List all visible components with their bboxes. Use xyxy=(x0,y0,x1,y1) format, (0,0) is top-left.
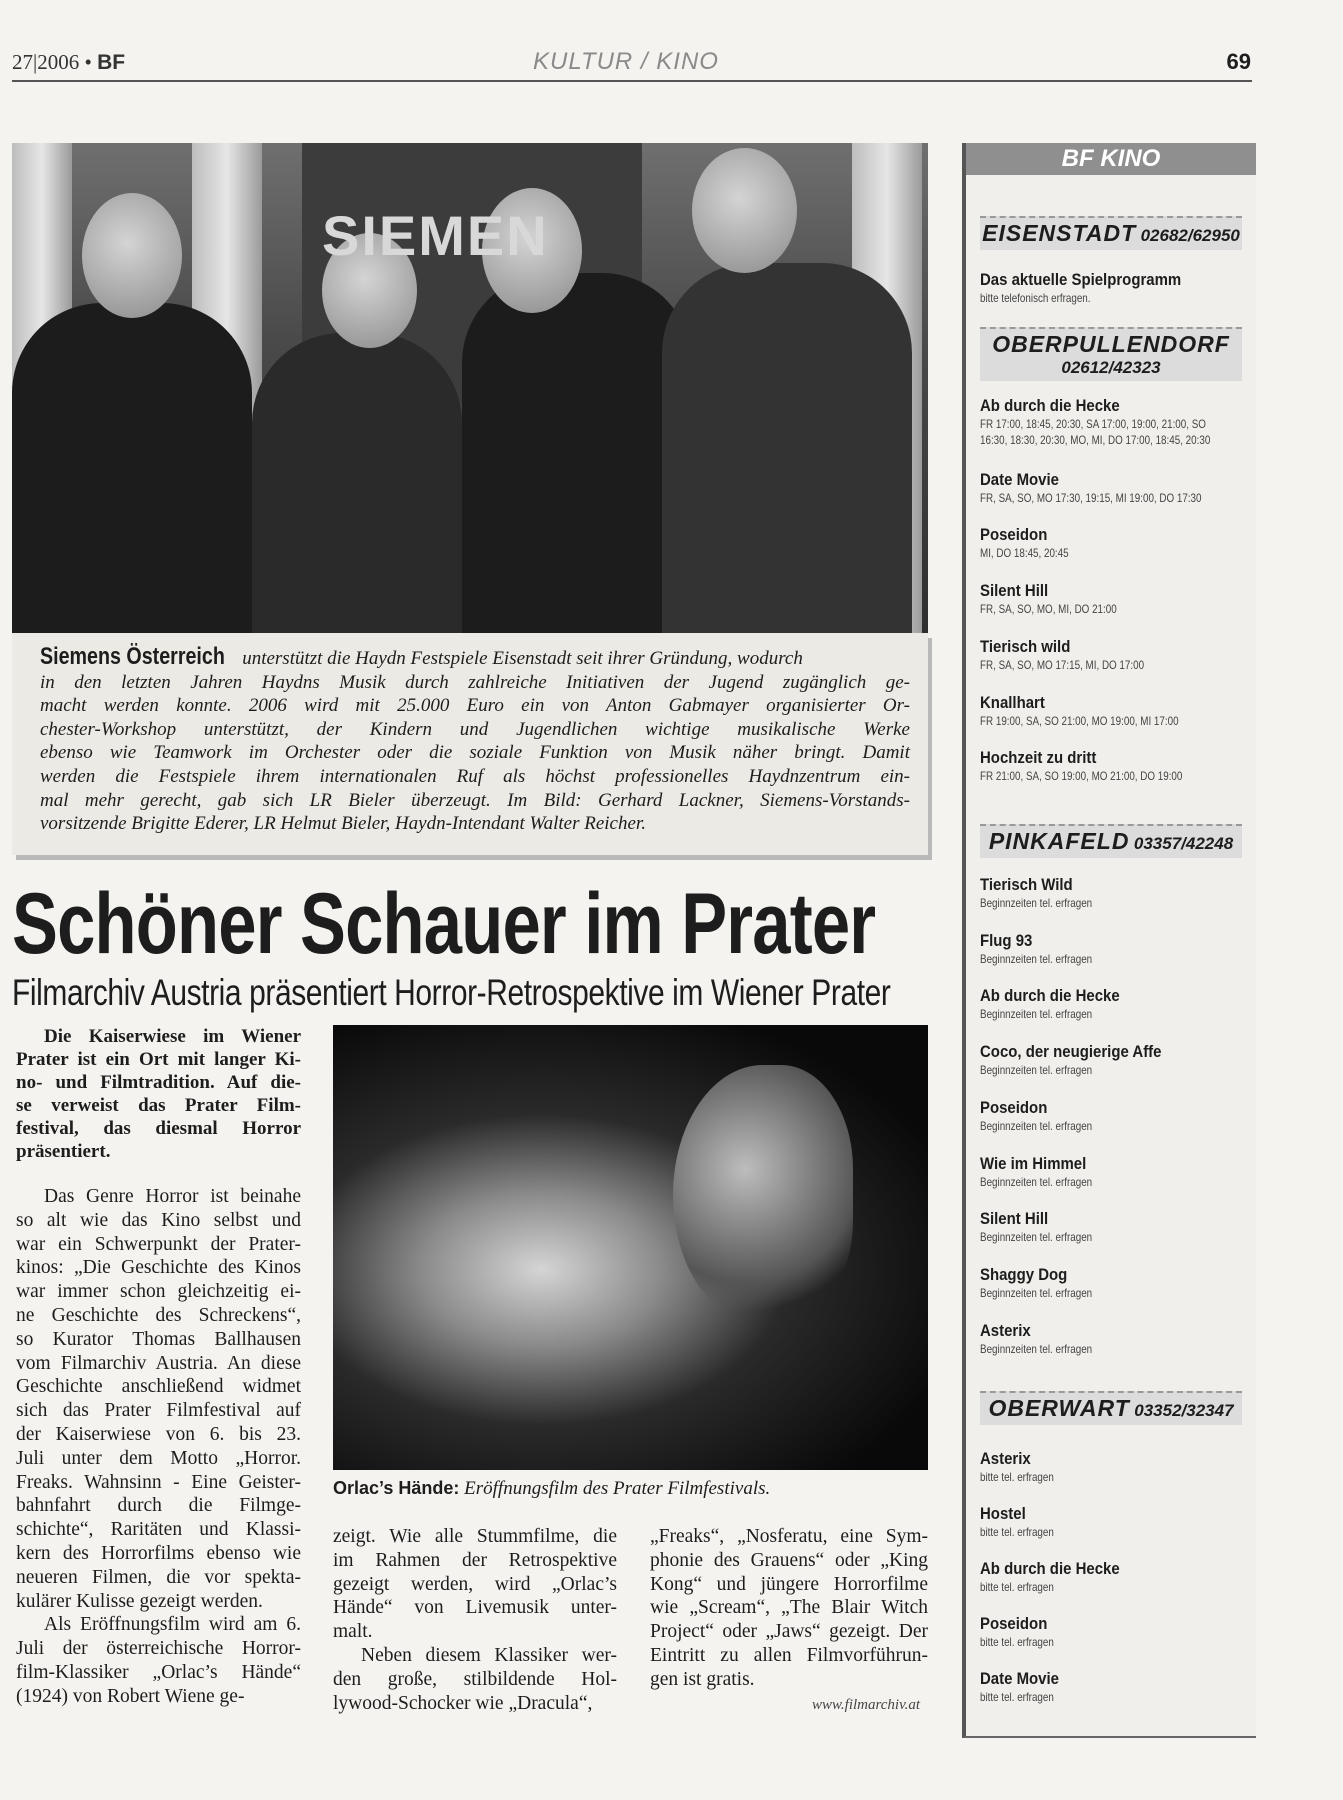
movie-times: Beginnzeiten tel. erfragen xyxy=(980,1118,1093,1133)
text-line: Das Genre Horror ist beinahe xyxy=(44,1186,301,1207)
text-line: vom Filmarchiv Austria. An diese xyxy=(16,1352,301,1374)
article-column-2 xyxy=(333,1525,617,1715)
article-body xyxy=(16,1185,301,1709)
movie-listing xyxy=(980,470,1250,506)
text-line: film-Klassiker „Orlac’s Hände“ xyxy=(16,1661,301,1683)
movie-title: Date Movie xyxy=(980,1669,1059,1688)
caption-lead: Siemens Österreich xyxy=(40,643,225,670)
text-line: „Freaks“, „Nosferatu, eine Sym- xyxy=(650,1526,928,1547)
movie-times: bitte telefonisch erfragen. xyxy=(980,291,1091,305)
movie-times: FR 19:00, SA, SO 21:00, MO 19:00, MI 17:00 xyxy=(980,713,1179,728)
cinema-city-header xyxy=(980,824,1242,858)
movie-title: Ab durch die Hecke xyxy=(980,986,1120,1006)
movie-listing xyxy=(980,748,1250,784)
text-line: Die Kaiserwiese im Wiener xyxy=(44,1026,301,1047)
text-line: phonie des Grauens“ oder „King xyxy=(650,1549,928,1571)
caption-line: in den letzten Jahren Haydns Musik durch zahlreiche Initiativen der Jugend zugänglich ge- xyxy=(40,671,910,693)
bf-kino-sidebar xyxy=(962,143,1256,1738)
movie-times: Beginnzeiten tel. erfragen xyxy=(980,1007,1093,1022)
caption-line: vorsitzende Brigitte Ederer, LR Helmut Bieler, Haydn-Intendant Walter Reicher. xyxy=(40,813,646,835)
cinema-phone: 03352/32347 xyxy=(1134,1401,1234,1420)
caption-line: mal mehr gerecht, gab sich LR Bieler überzeugt. Im Bild: Gerhard Lackner, Siemens-Vorstands- xyxy=(40,789,910,811)
caption-line: chester-Workshop unterstützt, der Kindern und Jugendlichen wichtige musikalische Werke xyxy=(40,718,910,740)
movie-listing xyxy=(980,1042,1250,1078)
text-line: Freaks. Wahnsinn - Eine Geister- xyxy=(16,1471,301,1493)
issue-label: 27|2006 • xyxy=(12,50,92,74)
movie-listing xyxy=(980,1449,1250,1485)
movie-listing xyxy=(980,1209,1250,1245)
movie-times: FR 17:00, 18:45, 20:30, SA 17:00, 19:00, 21:00, SO xyxy=(980,417,1206,431)
banner-text: SIEMEN xyxy=(322,204,549,267)
movie-title: Poseidon xyxy=(980,525,1048,545)
caption-line: ebenso wie Teamwork im Orchester oder die soziale Funktion von Musik näher bringt. Damit xyxy=(40,742,910,764)
movie-title: Tierisch Wild xyxy=(980,875,1073,894)
movie-times: Beginnzeiten tel. erfragen xyxy=(980,1285,1093,1300)
text-line: kulärer Kulisse gezeigt werden. xyxy=(16,1590,263,1612)
city-name: OBERPULLENDORF xyxy=(992,331,1230,357)
caption-line: macht werden konnte. 2006 wird mit 25.000 Euro ein von Anton Gabmayer organisierter Or- xyxy=(40,695,910,717)
movie-title: Poseidon xyxy=(980,1614,1048,1633)
movie-listing xyxy=(980,1154,1250,1190)
movie-times: bitte tel. erfragen xyxy=(980,1470,1054,1484)
movie-times: FR 21:00, SA, SO 19:00, MO 21:00, DO 19:00 xyxy=(980,769,1183,784)
text-line: kinos: „Die Geschichte des Kinos xyxy=(16,1257,301,1279)
person-head xyxy=(692,148,797,273)
movie-times: Beginnzeiten tel. erfragen xyxy=(980,1174,1093,1189)
movie-title: Tierisch wild xyxy=(980,636,1071,656)
city-name: OBERWART xyxy=(988,1395,1130,1421)
siemens-banner-lettering xyxy=(302,143,642,273)
text-line: Kong“ und jüngere Horrorfilme xyxy=(650,1573,928,1595)
text-line: festival, das diesmal Horror xyxy=(16,1118,301,1139)
movie-times: Beginnzeiten tel. erfragen xyxy=(980,1230,1093,1245)
text-line: den große, stilbildende Hol- xyxy=(333,1668,617,1690)
cinema-city-header xyxy=(980,1391,1242,1425)
text-line: Eintritt zu allen Filmvorführun- xyxy=(650,1644,928,1666)
person-head xyxy=(82,193,182,318)
movie-listing xyxy=(980,1614,1250,1650)
text-line: bahnfahrt durch die Filmge- xyxy=(16,1495,301,1517)
person xyxy=(662,263,912,633)
movie-title: Hochzeit zu dritt xyxy=(980,748,1097,768)
movie-times: FR, SA, SO, MO 17:15, MI, DO 17:00 xyxy=(980,657,1145,672)
orlacs-haende-film-still xyxy=(333,1025,928,1470)
caption-text: unterstützt die Haydn Festspiele Eisenstadt seit ihrer Gründung, wodurch xyxy=(242,648,803,669)
movie-times: bitte tel. erfragen xyxy=(980,1690,1054,1704)
movie-title: Silent Hill xyxy=(980,1209,1049,1229)
text-line: wie „Scream“, „The Blair Witch xyxy=(650,1597,928,1619)
article-column-3 xyxy=(650,1525,928,1692)
text-line: Project“ oder „Jaws“ gezeigt. Der xyxy=(650,1621,928,1643)
person xyxy=(462,273,692,633)
movie-times: Beginnzeiten tel. erfragen xyxy=(980,1341,1093,1356)
text-line: war ein Schwerpunkt der Prater- xyxy=(16,1233,301,1255)
movie-title: Flug 93 xyxy=(980,930,1033,950)
city-name: EISENSTADT xyxy=(982,220,1137,246)
person xyxy=(12,303,252,633)
cinema-city-header xyxy=(980,216,1242,250)
movie-listing xyxy=(980,525,1250,561)
movie-listing xyxy=(980,1098,1250,1134)
article-subheadline: Filmarchiv Austria präsentiert Horror-Retrospektive im Wiener Prater xyxy=(12,972,891,1013)
movie-times: bitte tel. erfragen xyxy=(980,1635,1054,1649)
text-line: Juli der österreichische Horror- xyxy=(16,1638,301,1660)
text-line: Als Eröffnungsfilm wird am 6. xyxy=(44,1614,301,1636)
text-line: Neben diesem Klassiker wer- xyxy=(361,1644,617,1666)
brand-label: BF xyxy=(97,51,126,74)
text-line: kern des Horrorfilms ebenso wie xyxy=(16,1542,301,1564)
movie-listing xyxy=(980,1559,1250,1595)
source-link[interactable]: www.filmarchiv.at xyxy=(812,1697,921,1713)
caption-line xyxy=(40,645,910,671)
movie-times: FR, SA, SO, MO 17:30, 19:15, MI 19:00, DO 17:30 xyxy=(980,490,1202,505)
person xyxy=(252,333,462,633)
movie-listing xyxy=(980,875,1250,911)
movie-listing xyxy=(980,986,1250,1022)
article-headline: Schöner Schauer im Prater xyxy=(12,876,876,972)
sidebar-title: BF KINO xyxy=(966,143,1256,175)
siemens-group-photo xyxy=(12,143,928,633)
text-line: schichte“, Raritäten und Klassi- xyxy=(16,1519,301,1541)
text-line: zeigt. Wie alle Stummfilme, die xyxy=(333,1526,617,1547)
text-line: gen ist gratis. xyxy=(650,1668,755,1690)
section-title: KULTUR / KINO xyxy=(533,48,719,75)
page-number: 69 xyxy=(1226,49,1251,74)
text-line: lywood-Schocker wie „Dracula“, xyxy=(333,1692,593,1714)
movie-title: Poseidon xyxy=(980,1097,1048,1117)
caption-lead: Orlac’s Hände: xyxy=(333,1478,460,1498)
film-still-caption xyxy=(333,1478,770,1500)
photo-caption xyxy=(40,645,910,836)
text-line: so alt wie das Kino selbst und xyxy=(16,1209,301,1231)
text-line: se verweist das Prater Film- xyxy=(16,1095,301,1116)
movie-listing xyxy=(980,396,1250,448)
movie-title: Asterix xyxy=(980,1320,1031,1340)
movie-title: Das aktuelle Spielprogramm xyxy=(980,270,1182,289)
movie-listing xyxy=(980,1504,1250,1540)
text-line: no- und Filmtradition. Auf die- xyxy=(16,1072,301,1093)
hand-shape xyxy=(673,1065,853,1325)
cinema-phone: 02612/42323 xyxy=(1061,358,1161,377)
text-line: Juli unter dem Motto „Horror. xyxy=(16,1447,301,1469)
cinema-city-header xyxy=(980,327,1242,381)
movie-listing xyxy=(980,637,1250,673)
movie-times: Beginnzeiten tel. erfragen xyxy=(980,951,1093,966)
movie-listing xyxy=(980,1321,1250,1357)
movie-listing xyxy=(980,1669,1250,1705)
movie-title: Silent Hill xyxy=(980,581,1049,601)
movie-title: Coco, der neugierige Affe xyxy=(980,1042,1162,1062)
movie-listing xyxy=(980,931,1250,967)
text-line: Prater ist ein Ort mit langer Ki- xyxy=(16,1049,301,1070)
movie-times: Beginnzeiten tel. erfragen xyxy=(980,1063,1093,1078)
movie-times: bitte tel. erfragen xyxy=(980,1525,1054,1539)
movie-title: Ab durch die Hecke xyxy=(980,1559,1120,1578)
cinema-phone: 03357/42248 xyxy=(1133,834,1234,853)
movie-times: 16:30, 18:30, 20:30, MO, MI, DO 17:00, 18:45, 20:30 xyxy=(980,433,1211,447)
movie-listing xyxy=(980,693,1250,729)
movie-times: bitte tel. erfragen xyxy=(980,1580,1054,1594)
movie-title: Wie im Himmel xyxy=(980,1153,1087,1173)
movie-times: Beginnzeiten tel. erfragen xyxy=(980,896,1093,910)
text-line: so Kurator Thomas Ballhausen xyxy=(16,1328,301,1350)
caption-text: Eröffnungsfilm des Prater Filmfestivals. xyxy=(464,1478,771,1499)
cinema-phone: 02682/62950 xyxy=(1140,226,1240,245)
text-line: präsentiert. xyxy=(16,1141,111,1162)
text-line: ne Geschichte des Schreckens“, xyxy=(16,1304,301,1326)
movie-listing xyxy=(980,1265,1250,1301)
movie-listing xyxy=(980,270,1250,306)
movie-title: Shaggy Dog xyxy=(980,1264,1068,1284)
caption-line: werden die Festspiele ihrem internationalen Ruf als höchst professionelles Haydnzentrum ein- xyxy=(40,765,910,787)
text-line: Hände“ von Livemusik unter- xyxy=(333,1597,617,1619)
movie-title: Asterix xyxy=(980,1449,1031,1468)
movie-title: Date Movie xyxy=(980,469,1059,489)
movie-title: Hostel xyxy=(980,1504,1026,1523)
text-line: neueren Filmen, die vor spekta- xyxy=(16,1566,301,1588)
text-line: im Rahmen der Retrospektive xyxy=(333,1549,617,1571)
text-line: gezeigt werden, wird „Orlac’s xyxy=(333,1573,617,1595)
article-lead xyxy=(16,1025,301,1163)
movie-times: MI, DO 18:45, 20:45 xyxy=(980,546,1069,561)
article-column-1 xyxy=(16,1025,301,1709)
text-line: sich das Prater Filmfestival auf xyxy=(16,1400,301,1422)
movie-title: Knallhart xyxy=(980,692,1045,712)
header-rule xyxy=(12,80,1252,82)
text-line: der Kaiserwiese von 6. bis 23. xyxy=(16,1423,301,1445)
movie-title: Ab durch die Hecke xyxy=(980,396,1120,415)
text-line: Geschichte anschließend widmet xyxy=(16,1376,301,1398)
movie-times: FR, SA, SO, MO, MI, DO 21:00 xyxy=(980,602,1117,617)
movie-listing xyxy=(980,581,1250,617)
text-line: war immer schon gleichzeitig ei- xyxy=(16,1281,301,1303)
text-line: (1924) von Robert Wiene ge- xyxy=(16,1685,245,1707)
text-line: malt. xyxy=(333,1621,373,1643)
city-name: PINKAFELD xyxy=(988,828,1130,854)
